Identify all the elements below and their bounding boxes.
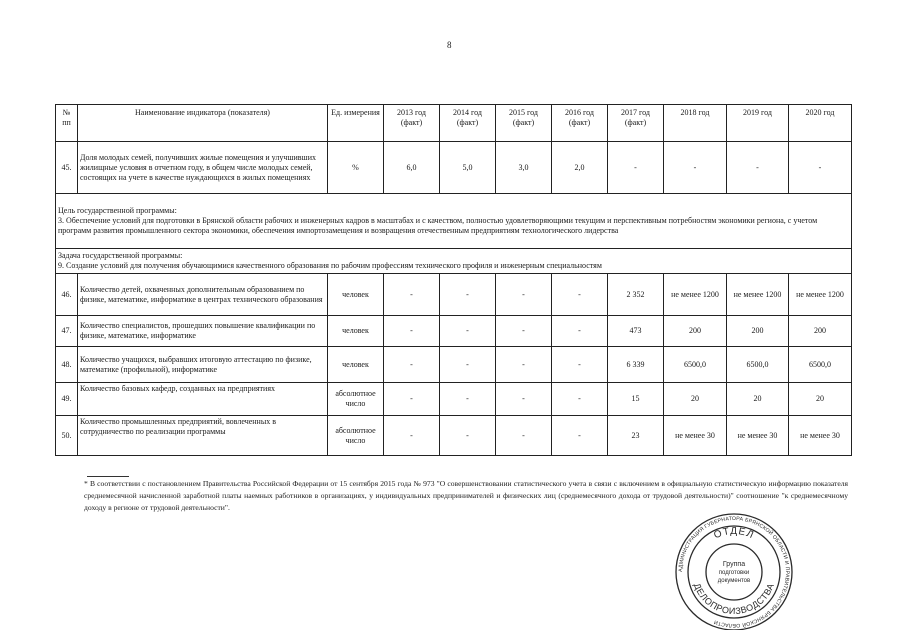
table-row-50	[56, 416, 852, 456]
value-2020: не менее 30	[789, 416, 852, 456]
table-row-49	[56, 383, 852, 416]
value-2013: -	[384, 383, 440, 416]
value-2017: -	[608, 142, 664, 194]
value-2014: -	[440, 416, 496, 456]
value-2016: -	[552, 274, 608, 316]
row-unit: человек	[328, 347, 384, 383]
table-row-47	[56, 316, 852, 347]
value-2015: -	[496, 383, 552, 416]
row-unit: человек	[328, 316, 384, 347]
value-2018: 200	[664, 316, 727, 347]
row-num: 50.	[56, 416, 78, 456]
row-unit: человек	[328, 274, 384, 316]
header-num: № пп	[56, 105, 78, 142]
row-num: 46.	[56, 274, 78, 316]
row-name: Количество промышленных предприятий, вовлеченных в сотрудничество по реализации программы	[78, 416, 328, 456]
header-unit: Ед. измерения	[328, 105, 384, 142]
stamp-center-line-3: документов	[717, 578, 751, 584]
value-2020: 20	[789, 383, 852, 416]
header-2020: 2020 год	[789, 105, 852, 142]
header-name: Наименование индикатора (показателя)	[78, 105, 328, 142]
indicators-table	[55, 104, 852, 456]
header-2018: 2018 год	[664, 105, 727, 142]
value-2018: не менее 1200	[664, 274, 727, 316]
row-name: Доля молодых семей, получивших жилые помещения и улучшивших жилищные условия в отчетном году, в общем числе молодых семей, состоящих на учете в качестве нуждающихся в жилых помещениях	[78, 142, 328, 194]
goal-title: Цель государственной программы:	[58, 206, 177, 215]
value-2014: -	[440, 274, 496, 316]
row-num: 47.	[56, 316, 78, 347]
task-title: Задача государственной программы:	[58, 251, 183, 260]
table-row-45	[56, 142, 852, 194]
value-2013: -	[384, 416, 440, 456]
row-num: 48.	[56, 347, 78, 383]
table-row-46	[56, 274, 852, 316]
value-2016: 2,0	[552, 142, 608, 194]
value-2016: -	[552, 347, 608, 383]
row-unit: абсолютное число	[328, 383, 384, 416]
header-2013: 2013 год (факт)	[384, 105, 440, 142]
value-2014: -	[440, 347, 496, 383]
value-2019: 20	[727, 383, 789, 416]
goal-text: 3. Обеспечение условий для подготовки в Брянской области рабочих и инженерных кадров в масштабах и с качеством, полностью удовлетворяющими текущим и перспективным потребностям экономики региона, с учетом программ развития промышленного сектора экономики, обеспечения импортозамещения и возвращения отечественным предприятиям технологического лидерства	[58, 216, 818, 235]
value-2013: -	[384, 347, 440, 383]
row-name: Количество детей, охваченных дополнительным образованием по физике, математике, информатике в центрах технического образования	[78, 274, 328, 316]
footnote: * В соответствии с постановлением Правительства Российской Федерации от 15 сентября 2015 года № 973 "О совершенствовании статистического учета в связи с включением в официальную статистическую информацию показателя среднемесячной начисленной заработной платы наемных работников в организациях, у индивидуальных предпринимателей и физических лиц (среднемесячного дохода от трудовой деятельности)" соотношение "к среднемесячному доходу в регионе от трудовой деятельности".	[84, 479, 848, 512]
header-2015: 2015 год (факт)	[496, 105, 552, 142]
value-2015: -	[496, 347, 552, 383]
row-num: 45.	[56, 142, 78, 194]
row-name: Количество специалистов, прошедших повышение квалификации по физике, математике, информатике	[78, 316, 328, 347]
row-name: Количество базовых кафедр, созданных на предприятиях	[78, 383, 328, 416]
row-num: 49.	[56, 383, 78, 416]
stamp-middle-top-text: ОТДЕЛ	[712, 525, 756, 542]
value-2013: -	[384, 274, 440, 316]
row-name: Количество учащихся, выбравших итоговую аттестацию по физике, математике (профильной), информатике	[78, 347, 328, 383]
header-2014: 2014 год (факт)	[440, 105, 496, 142]
value-2016: -	[552, 316, 608, 347]
goal-section-row	[56, 194, 852, 249]
value-2015: -	[496, 274, 552, 316]
page-number: 8	[447, 40, 452, 50]
value-2017: 2 352	[608, 274, 664, 316]
value-2020: -	[789, 142, 852, 194]
value-2017: 15	[608, 383, 664, 416]
value-2014: -	[440, 383, 496, 416]
value-2016: -	[552, 416, 608, 456]
value-2019: не менее 1200	[727, 274, 789, 316]
value-2014: -	[440, 316, 496, 347]
value-2018: не менее 30	[664, 416, 727, 456]
value-2017: 6 339	[608, 347, 664, 383]
value-2014: 5,0	[440, 142, 496, 194]
value-2015: -	[496, 416, 552, 456]
value-2017: 23	[608, 416, 664, 456]
value-2016: -	[552, 383, 608, 416]
header-2019: 2019 год	[727, 105, 789, 142]
value-2015: 3,0	[496, 142, 552, 194]
table-header-row	[56, 105, 852, 142]
value-2019: -	[727, 142, 789, 194]
value-2020: 200	[789, 316, 852, 347]
svg-text:ДЕЛОПРОИЗВОДСТВА	[692, 582, 776, 617]
value-2020: 6500,0	[789, 347, 852, 383]
stamp-middle-bottom-text: ДЕЛОПРОИЗВОДСТВА	[691, 581, 777, 617]
row-unit: %	[328, 142, 384, 194]
task-text: 9. Создание условий для получения обучающимися качественного образования по рабочим профессиям технического профиля и инженерным специальностям	[58, 261, 602, 270]
stamp-center-line-1: Группа	[722, 561, 746, 568]
value-2019: не менее 30	[727, 416, 789, 456]
value-2013: 6,0	[384, 142, 440, 194]
value-2019: 6500,0	[727, 347, 789, 383]
footnote-separator	[87, 476, 129, 477]
table-row-48	[56, 347, 852, 383]
value-2019: 200	[727, 316, 789, 347]
header-2017: 2017 год (факт)	[608, 105, 664, 142]
seal-stamp	[662, 510, 806, 630]
row-unit: абсолютное число	[328, 416, 384, 456]
value-2017: 473	[608, 316, 664, 347]
value-2015: -	[496, 316, 552, 347]
value-2018: -	[664, 142, 727, 194]
stamp-center-line-2: подготовки	[718, 570, 750, 576]
value-2020: не менее 1200	[789, 274, 852, 316]
task-section-row	[56, 249, 852, 274]
value-2018: 6500,0	[664, 347, 727, 383]
value-2013: -	[384, 316, 440, 347]
value-2018: 20	[664, 383, 727, 416]
header-2016: 2016 год (факт)	[552, 105, 608, 142]
stamp-outer-text: АДМИНИСТРАЦИЯ ГУБЕРНАТОРА БРЯНСКОЙ ОБЛАСТИ И ПРАВИТЕЛЬСТВА БРЯНСКОЙ ОБЛАСТИ	[677, 515, 791, 629]
